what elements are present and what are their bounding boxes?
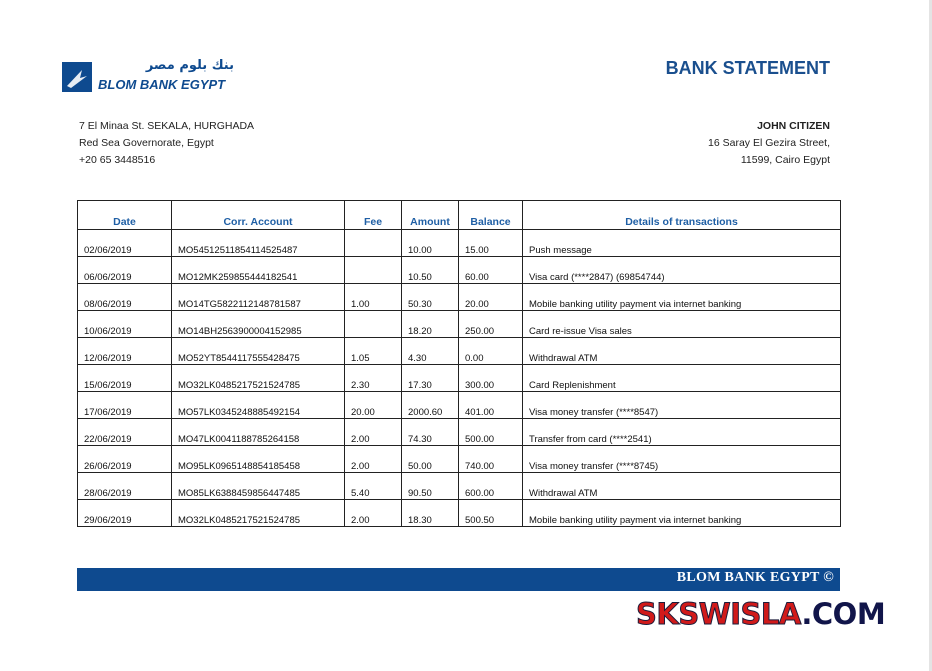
document-title: BANK STATEMENT [665,58,830,78]
cell-details: Withdrawal ATM [523,473,841,500]
cell-corr-account: MO32LK0485217521524785 [172,365,345,392]
cell-balance: 0.00 [459,338,523,365]
cell-details: Mobile banking utility payment via internet banking [523,500,841,527]
table-row [78,284,841,311]
header-corr-account: Corr. Account [172,201,345,230]
cell-fee: 2.00 [345,500,402,527]
cell-fee: 2.30 [345,365,402,392]
cell-fee [345,230,402,257]
cell-fee: 2.00 [345,446,402,473]
logo-mark-icon [62,62,92,92]
cell-balance: 401.00 [459,392,523,419]
table-row [78,311,841,338]
cell-date: 12/06/2019 [78,338,172,365]
bank-address [79,118,254,169]
cell-balance: 500.50 [459,500,523,527]
table-row [78,392,841,419]
cell-date: 26/06/2019 [78,446,172,473]
cell-details: Visa card (****2847) (69854744) [523,257,841,284]
cell-details: Push message [523,230,841,257]
cell-details: Card Replenishment [523,365,841,392]
customer-address-line1: 16 Saray El Gezira Street, [708,137,830,149]
table-row [78,230,841,257]
cell-balance: 20.00 [459,284,523,311]
cell-fee [345,257,402,284]
cell-corr-account: MO52YT8544117555428475 [172,338,345,365]
cell-balance: 600.00 [459,473,523,500]
cell-amount: 50.00 [402,446,459,473]
logo-arabic-name: بنك بلوم مصر [145,58,234,73]
cell-balance: 250.00 [459,311,523,338]
cell-amount: 4.30 [402,338,459,365]
cell-details: Mobile banking utility payment via internet banking [523,284,841,311]
cell-date: 06/06/2019 [78,257,172,284]
header-fee: Fee [345,201,402,230]
watermark [636,597,885,631]
footer-bar [77,568,840,591]
cell-balance: 15.00 [459,230,523,257]
cell-corr-account: MO12MK259855444182541 [172,257,345,284]
cell-amount: 90.50 [402,473,459,500]
logo-latin-name: BLOM BANK EGYPT [98,77,226,92]
cell-date: 17/06/2019 [78,392,172,419]
table-row [78,365,841,392]
table-row [78,257,841,284]
cell-balance: 60.00 [459,257,523,284]
cell-details: Visa money transfer (****8547) [523,392,841,419]
cell-amount: 18.20 [402,311,459,338]
cell-fee: 5.40 [345,473,402,500]
cell-corr-account: MO47LK0041188785264158 [172,419,345,446]
watermark-right: .COM [801,597,886,631]
table-row [78,419,841,446]
cell-fee: 2.00 [345,419,402,446]
customer-address-line2: 11599, Cairo Egypt [740,154,830,166]
cell-details: Transfer from card (****2541) [523,419,841,446]
table-row [78,473,841,500]
cell-fee: 1.00 [345,284,402,311]
cell-date: 02/06/2019 [78,230,172,257]
cell-details: Visa money transfer (****8745) [523,446,841,473]
table-row [78,500,841,527]
cell-details: Card re-issue Visa sales [523,311,841,338]
bank-address-line2: Red Sea Governorate, Egypt [79,137,214,149]
cell-date: 08/06/2019 [78,284,172,311]
cell-balance: 300.00 [459,365,523,392]
cell-date: 29/06/2019 [78,500,172,527]
header-balance: Balance [459,201,523,230]
cell-amount: 17.30 [402,365,459,392]
cell-corr-account: MO57LK0345248885492154 [172,392,345,419]
cell-corr-account: MO95LK0965148854185458 [172,446,345,473]
header-details: Details of transactions [523,201,841,230]
cell-amount: 2000.60 [402,392,459,419]
cell-fee [345,311,402,338]
bank-address-line1: 7 El Minaa St. SEKALA, HURGHADA [79,120,255,132]
cell-balance: 740.00 [459,446,523,473]
cell-balance: 500.00 [459,419,523,446]
cell-amount: 50.30 [402,284,459,311]
cell-amount: 18.30 [402,500,459,527]
transactions-table [77,200,841,527]
cell-corr-account: MO14TG5822112148781587 [172,284,345,311]
bank-phone: +20 65 3448516 [79,154,156,166]
table-header-row [78,201,841,230]
cell-amount: 10.00 [402,230,459,257]
cell-date: 22/06/2019 [78,419,172,446]
transactions-body [78,230,841,527]
cell-corr-account: MO14BH2563900004152985 [172,311,345,338]
cell-fee: 20.00 [345,392,402,419]
footer-copyright: BLOM BANK EGYPT © [676,570,834,585]
cell-date: 10/06/2019 [78,311,172,338]
cell-corr-account: MO85LK6388459856447485 [172,473,345,500]
header-amount: Amount [402,201,459,230]
cell-corr-account: MO54512511854114525487 [172,230,345,257]
table-row [78,446,841,473]
cell-details: Withdrawal ATM [523,338,841,365]
cell-date: 28/06/2019 [78,473,172,500]
bank-logo [62,60,242,100]
table-row [78,338,841,365]
customer-name: JOHN CITIZEN [757,120,830,132]
watermark-left: SKSWISLA [636,597,802,631]
cell-corr-account: MO32LK0485217521524785 [172,500,345,527]
cell-amount: 10.50 [402,257,459,284]
cell-amount: 74.30 [402,419,459,446]
cell-fee: 1.05 [345,338,402,365]
header-date: Date [78,201,172,230]
customer-address [580,118,830,169]
cell-date: 15/06/2019 [78,365,172,392]
